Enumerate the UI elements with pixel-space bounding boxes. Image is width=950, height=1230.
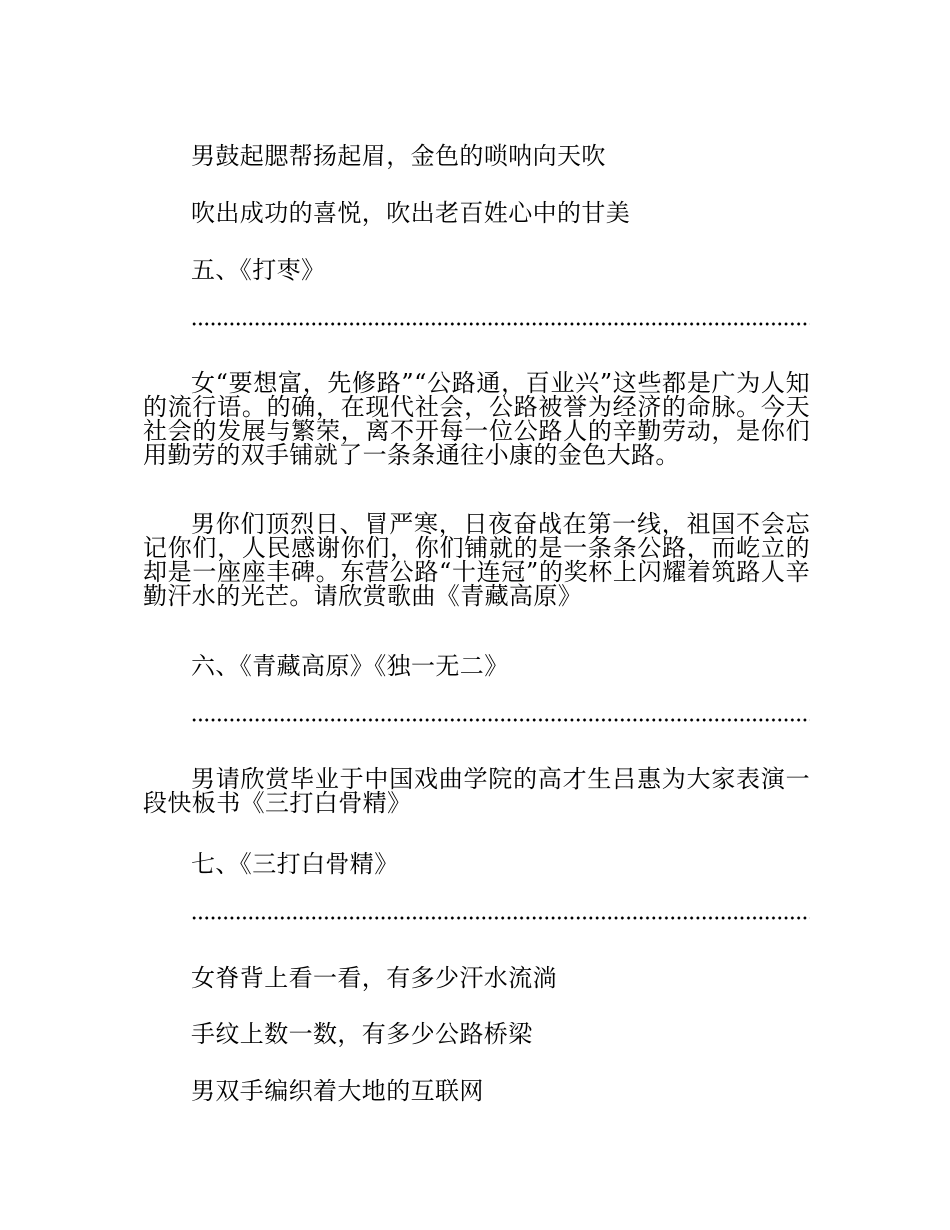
paragraph-text: 男你们顶烈日、冒严寒，日夜奋战在第一线，祖国不会忘记你们，人民感谢你们，你们铺就的是一条条公路，而屹立的却是一座座丰碑。东营公路“十连冠”的奖杯上闪耀着筑路人辛勤汗水的光芒。请欣赏歌曲《青藏高原》 <box>143 510 810 610</box>
paragraph-line: 吹出成功的喜悦，吹出老百姓心中的甘美 <box>191 199 631 227</box>
dotted-separator <box>191 717 810 723</box>
dotted-separator <box>191 915 810 921</box>
paragraph-line: 男双手编织着大地的互联网 <box>191 1077 484 1105</box>
section-heading: 六、《青藏高原》《独一无二》 <box>191 652 509 680</box>
dotted-separator <box>191 321 810 327</box>
paragraph-text: 男请欣赏毕业于中国戏曲学院的高才生吕惠为大家表演一段快板书《三打白骨精》 <box>143 765 810 817</box>
paragraph-line: 手纹上数一数，有多少公路桥梁 <box>191 1020 533 1048</box>
section-heading: 七、《三打白骨精》 <box>191 850 399 878</box>
paragraph-line: 男鼓起腮帮扬起眉，金色的唢呐向天吹 <box>191 142 606 170</box>
section-heading: 五、《打枣》 <box>191 256 326 284</box>
paragraph-line: 女脊背上看一看，有多少汗水流淌 <box>191 964 557 992</box>
paragraph-text: 女“要想富，先修路”“公路通，百业兴”这些都是广为人知的流行语。的确，在现代社会，公路被誉为经济的命脉。今天社会的发展与繁荣，离不开每一位公路人的辛勤劳动，是你们用勤劳的双手铺就了一条条通往小康的金色大路。 <box>143 369 810 469</box>
